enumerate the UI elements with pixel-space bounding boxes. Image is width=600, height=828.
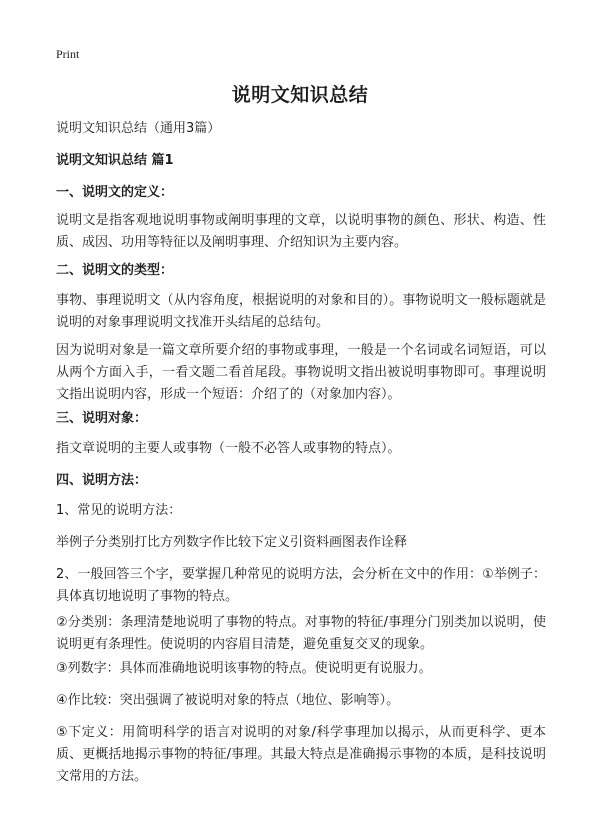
section-4-paragraph-2: 举例子分类别打比方列数字作比较下定义引资料画图表作诠释 — [56, 535, 408, 550]
document-subtitle: 说明文知识总结（通用3篇） — [56, 121, 221, 136]
print-link[interactable]: Print — [56, 47, 80, 61]
page-title: 说明文知识总结 — [231, 84, 369, 106]
section-4-paragraph-4: ②分类别：条理清楚地说明了事物的特点。对事物的特征/事理分门别类加以说明，使说明更有条理性。使说明的内容眉目清楚，避免重复交叉的现象。 — [56, 615, 546, 652]
section-4-paragraph-1: 1、常见的说明方法： — [56, 503, 182, 518]
section-4-paragraph-3: 2、一般回答三个字，要掌握几种常见的说明方法，会分析在文中的作用：①举例子：具体真切地说明了事物的特点。 — [56, 567, 546, 604]
section-3-heading: 三、说明对象： — [56, 411, 148, 426]
article-heading: 说明文知识总结 篇1 — [56, 153, 174, 168]
section-4-heading: 四、说明方法： — [56, 473, 148, 488]
section-3-paragraph: 指文章说明的主要人或事物（一般不必答人或事物的特点）。 — [56, 441, 401, 456]
section-4-paragraph-7: ⑤下定义：用简明科学的语言对说明的对象/科学事理加以揭示，从而更科学、更本质、更概括地揭示事物的特征/事理。其最大特点是准确揭示事物的本质，是科技说明文常用的方法。 — [56, 725, 546, 784]
section-4-paragraph-6: ④作比较：突出强调了被说明对象的特点（地位、影响等）。 — [56, 693, 400, 708]
section-1-heading: 一、说明文的定义： — [56, 185, 174, 200]
section-4-paragraph-5: ③列数字：具体而准确地说明该事物的特点。使说明更有说服力。 — [56, 661, 432, 676]
section-2-paragraph-2: 因为说明对象是一篇文章所要介绍的事物或事理，一般是一个名词或名词短语，可以从两个方面入手，一看文题二看首尾段。事物说明文指出被说明事物即可。事理说明文指出说明内容，形成一个短语：介绍了的（对象加内容）。 — [56, 343, 546, 402]
section-2-heading: 二、说明文的类型： — [56, 263, 174, 278]
section-1-paragraph: 说明文是指客观地说明事物或阐明事理的文章，以说明事物的颜色、形状、构造、性质、成因、功用等特征以及阐明事理、介绍知识为主要内容。 — [56, 213, 546, 250]
section-2-paragraph-1: 事物、事理说明文（从内容角度，根据说明的对象和目的）。事物说明文一般标题就是说明的对象事理说明文找准开头结尾的总结句。 — [56, 293, 546, 330]
